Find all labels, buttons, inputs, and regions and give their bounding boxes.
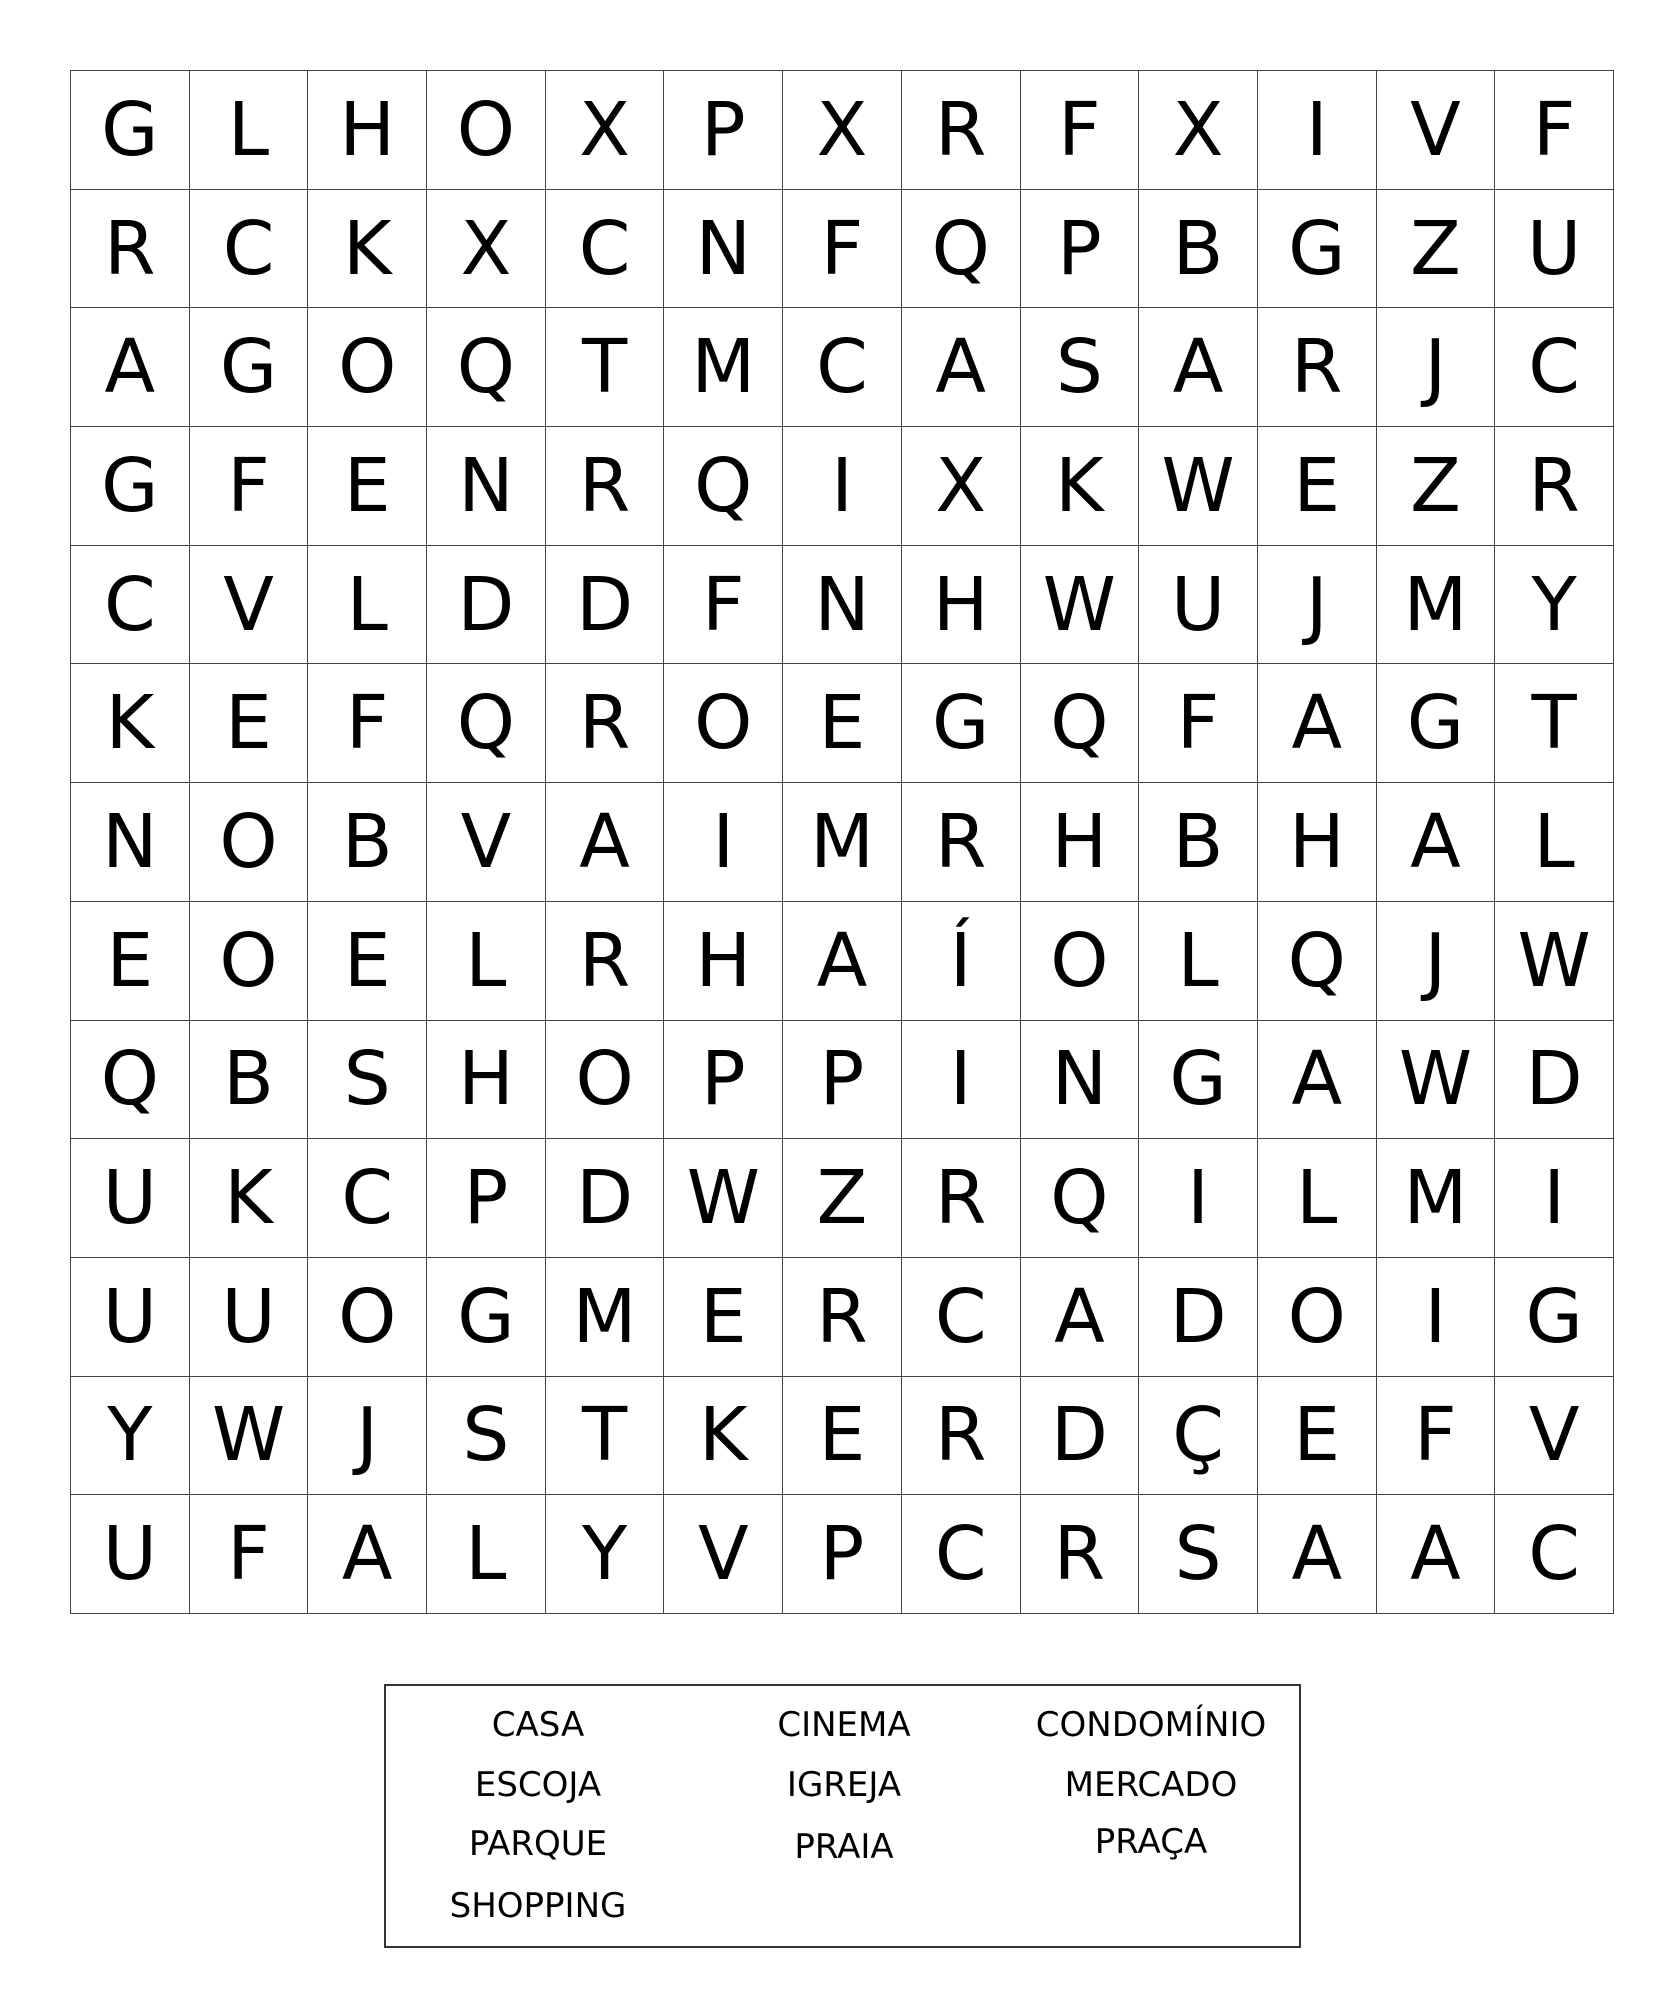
grid-cell-r8-c12: J	[1377, 902, 1496, 1021]
grid-cell-r13-c4: L	[427, 1495, 546, 1614]
grid-cell-r6-c11: A	[1258, 664, 1377, 783]
grid-cell-r2-c3: K	[308, 190, 427, 309]
grid-cell-r3-c10: A	[1139, 308, 1258, 427]
grid-cell-r11-c3: O	[308, 1258, 427, 1377]
grid-cell-r8-c10: L	[1139, 902, 1258, 1021]
grid-cell-r5-c8: H	[902, 546, 1021, 665]
grid-cell-r9-c5: O	[546, 1021, 665, 1140]
grid-cell-r6-c12: G	[1377, 664, 1496, 783]
word-list-item: MERCADO	[1064, 1765, 1238, 1805]
grid-cell-r2-c9: P	[1021, 190, 1140, 309]
grid-cell-r12-c6: K	[664, 1377, 783, 1496]
grid-cell-r10-c11: L	[1258, 1139, 1377, 1258]
grid-cell-r3-c9: S	[1021, 308, 1140, 427]
word-list-box	[384, 1684, 1301, 1948]
grid-cell-r5-c7: N	[783, 546, 902, 665]
grid-cell-r6-c3: F	[308, 664, 427, 783]
grid-cell-r6-c5: R	[546, 664, 665, 783]
word-list-item: CASA	[491, 1705, 585, 1745]
grid-cell-r1-c9: F	[1021, 71, 1140, 190]
grid-cell-r3-c2: G	[190, 308, 309, 427]
grid-cell-r12-c13: V	[1495, 1377, 1614, 1496]
grid-cell-r2-c1: R	[71, 190, 190, 309]
grid-cell-r8-c8: Í	[902, 902, 1021, 1021]
word-list-item: PARQUE	[468, 1824, 608, 1864]
grid-cell-r6-c10: F	[1139, 664, 1258, 783]
grid-cell-r4-c12: Z	[1377, 427, 1496, 546]
grid-cell-r1-c8: R	[902, 71, 1021, 190]
grid-cell-r13-c7: P	[783, 1495, 902, 1614]
grid-cell-r2-c6: N	[664, 190, 783, 309]
grid-cell-r6-c13: T	[1495, 664, 1614, 783]
grid-cell-r10-c12: M	[1377, 1139, 1496, 1258]
grid-cell-r12-c1: Y	[71, 1377, 190, 1496]
grid-cell-r11-c1: U	[71, 1258, 190, 1377]
grid-cell-r13-c9: R	[1021, 1495, 1140, 1614]
grid-cell-r1-c6: P	[664, 71, 783, 190]
grid-cell-r10-c5: D	[546, 1139, 665, 1258]
grid-cell-r3-c5: T	[546, 308, 665, 427]
grid-cell-r7-c11: H	[1258, 783, 1377, 902]
grid-cell-r2-c13: U	[1495, 190, 1614, 309]
grid-cell-r4-c3: E	[308, 427, 427, 546]
grid-cell-r13-c10: S	[1139, 1495, 1258, 1614]
grid-cell-r1-c1: G	[71, 71, 190, 190]
grid-cell-r10-c6: W	[664, 1139, 783, 1258]
grid-cell-r6-c9: Q	[1021, 664, 1140, 783]
grid-cell-r6-c6: O	[664, 664, 783, 783]
grid-cell-r8-c5: R	[546, 902, 665, 1021]
grid-cell-r1-c2: L	[190, 71, 309, 190]
grid-cell-r12-c3: J	[308, 1377, 427, 1496]
grid-cell-r1-c3: H	[308, 71, 427, 190]
grid-cell-r13-c8: C	[902, 1495, 1021, 1614]
grid-cell-r2-c2: C	[190, 190, 309, 309]
grid-cell-r3-c11: R	[1258, 308, 1377, 427]
grid-cell-r9-c9: N	[1021, 1021, 1140, 1140]
grid-cell-r1-c12: V	[1377, 71, 1496, 190]
grid-cell-r3-c6: M	[664, 308, 783, 427]
grid-cell-r8-c3: E	[308, 902, 427, 1021]
grid-cell-r10-c1: U	[71, 1139, 190, 1258]
grid-cell-r7-c3: B	[308, 783, 427, 902]
grid-cell-r9-c13: D	[1495, 1021, 1614, 1140]
grid-cell-r5-c6: F	[664, 546, 783, 665]
grid-cell-r13-c5: Y	[546, 1495, 665, 1614]
grid-cell-r8-c6: H	[664, 902, 783, 1021]
grid-cell-r11-c12: I	[1377, 1258, 1496, 1377]
grid-cell-r9-c10: G	[1139, 1021, 1258, 1140]
grid-cell-r4-c2: F	[190, 427, 309, 546]
grid-cell-r11-c11: O	[1258, 1258, 1377, 1377]
grid-cell-r13-c2: F	[190, 1495, 309, 1614]
grid-cell-r11-c7: R	[783, 1258, 902, 1377]
grid-cell-r12-c10: Ç	[1139, 1377, 1258, 1496]
grid-cell-r4-c9: K	[1021, 427, 1140, 546]
grid-cell-r10-c10: I	[1139, 1139, 1258, 1258]
grid-cell-r3-c7: C	[783, 308, 902, 427]
grid-cell-r3-c4: Q	[427, 308, 546, 427]
grid-cell-r13-c6: V	[664, 1495, 783, 1614]
grid-cell-r8-c4: L	[427, 902, 546, 1021]
grid-cell-r11-c10: D	[1139, 1258, 1258, 1377]
word-list-item: ESCOJA	[474, 1765, 602, 1805]
grid-cell-r6-c7: E	[783, 664, 902, 783]
grid-cell-r5-c3: L	[308, 546, 427, 665]
grid-cell-r11-c2: U	[190, 1258, 309, 1377]
grid-cell-r9-c8: I	[902, 1021, 1021, 1140]
grid-cell-r13-c3: A	[308, 1495, 427, 1614]
grid-cell-r12-c4: S	[427, 1377, 546, 1496]
word-list-item: CONDOMÍNIO	[1035, 1705, 1267, 1745]
grid-cell-r8-c13: W	[1495, 902, 1614, 1021]
grid-cell-r7-c12: A	[1377, 783, 1496, 902]
grid-cell-r6-c8: G	[902, 664, 1021, 783]
grid-cell-r8-c1: E	[71, 902, 190, 1021]
grid-cell-r7-c1: N	[71, 783, 190, 902]
word-list-item: PRAÇA	[1094, 1822, 1208, 1862]
grid-cell-r2-c11: G	[1258, 190, 1377, 309]
grid-cell-r7-c8: R	[902, 783, 1021, 902]
grid-cell-r12-c2: W	[190, 1377, 309, 1496]
grid-cell-r1-c5: X	[546, 71, 665, 190]
grid-cell-r4-c13: R	[1495, 427, 1614, 546]
grid-cell-r4-c10: W	[1139, 427, 1258, 546]
grid-cell-r9-c7: P	[783, 1021, 902, 1140]
grid-cell-r7-c2: O	[190, 783, 309, 902]
grid-cell-r13-c1: U	[71, 1495, 190, 1614]
grid-cell-r13-c11: A	[1258, 1495, 1377, 1614]
grid-cell-r10-c7: Z	[783, 1139, 902, 1258]
grid-cell-r6-c4: Q	[427, 664, 546, 783]
grid-cell-r9-c6: P	[664, 1021, 783, 1140]
grid-cell-r9-c3: S	[308, 1021, 427, 1140]
grid-cell-r8-c2: O	[190, 902, 309, 1021]
grid-cell-r7-c5: A	[546, 783, 665, 902]
grid-cell-r12-c7: E	[783, 1377, 902, 1496]
grid-cell-r4-c5: R	[546, 427, 665, 546]
grid-cell-r4-c11: E	[1258, 427, 1377, 546]
grid-cell-r7-c7: M	[783, 783, 902, 902]
word-list-item: SHOPPING	[449, 1886, 627, 1926]
grid-cell-r5-c13: Y	[1495, 546, 1614, 665]
grid-cell-r4-c7: I	[783, 427, 902, 546]
grid-cell-r5-c11: J	[1258, 546, 1377, 665]
grid-cell-r12-c8: R	[902, 1377, 1021, 1496]
grid-cell-r5-c5: D	[546, 546, 665, 665]
grid-cell-r3-c13: C	[1495, 308, 1614, 427]
grid-cell-r2-c5: C	[546, 190, 665, 309]
grid-cell-r10-c4: P	[427, 1139, 546, 1258]
word-list-item: IGREJA	[786, 1765, 902, 1805]
grid-cell-r10-c8: R	[902, 1139, 1021, 1258]
grid-cell-r5-c12: M	[1377, 546, 1496, 665]
grid-cell-r6-c2: E	[190, 664, 309, 783]
grid-cell-r7-c10: B	[1139, 783, 1258, 902]
grid-cell-r6-c1: K	[71, 664, 190, 783]
grid-cell-r5-c1: C	[71, 546, 190, 665]
grid-cell-r11-c4: G	[427, 1258, 546, 1377]
grid-cell-r1-c4: O	[427, 71, 546, 190]
grid-cell-r4-c1: G	[71, 427, 190, 546]
grid-cell-r1-c10: X	[1139, 71, 1258, 190]
grid-cell-r10-c9: Q	[1021, 1139, 1140, 1258]
grid-cell-r9-c11: A	[1258, 1021, 1377, 1140]
word-list-item: PRAIA	[794, 1827, 894, 1867]
grid-cell-r7-c6: I	[664, 783, 783, 902]
grid-cell-r2-c4: X	[427, 190, 546, 309]
grid-cell-r11-c13: G	[1495, 1258, 1614, 1377]
grid-cell-r12-c9: D	[1021, 1377, 1140, 1496]
grid-cell-r2-c10: B	[1139, 190, 1258, 309]
grid-cell-r5-c9: W	[1021, 546, 1140, 665]
grid-cell-r10-c13: I	[1495, 1139, 1614, 1258]
grid-cell-r7-c9: H	[1021, 783, 1140, 902]
grid-cell-r10-c2: K	[190, 1139, 309, 1258]
grid-cell-r9-c2: B	[190, 1021, 309, 1140]
grid-cell-r1-c13: F	[1495, 71, 1614, 190]
grid-cell-r12-c5: T	[546, 1377, 665, 1496]
grid-cell-r3-c12: J	[1377, 308, 1496, 427]
grid-cell-r5-c10: U	[1139, 546, 1258, 665]
grid-cell-r12-c11: E	[1258, 1377, 1377, 1496]
grid-cell-r1-c11: I	[1258, 71, 1377, 190]
word-list-item: CINEMA	[777, 1705, 911, 1745]
grid-cell-r4-c4: N	[427, 427, 546, 546]
grid-cell-r11-c5: M	[546, 1258, 665, 1377]
grid-cell-r5-c2: V	[190, 546, 309, 665]
grid-cell-r2-c7: F	[783, 190, 902, 309]
grid-cell-r2-c8: Q	[902, 190, 1021, 309]
grid-cell-r3-c1: A	[71, 308, 190, 427]
grid-cell-r5-c4: D	[427, 546, 546, 665]
word-search-grid	[70, 70, 1614, 1614]
grid-cell-r7-c4: V	[427, 783, 546, 902]
grid-cell-r8-c7: A	[783, 902, 902, 1021]
grid-cell-r2-c12: Z	[1377, 190, 1496, 309]
grid-cell-r11-c9: A	[1021, 1258, 1140, 1377]
grid-cell-r4-c8: X	[902, 427, 1021, 546]
grid-cell-r3-c8: A	[902, 308, 1021, 427]
grid-cell-r4-c6: Q	[664, 427, 783, 546]
grid-cell-r9-c12: W	[1377, 1021, 1496, 1140]
grid-cell-r9-c4: H	[427, 1021, 546, 1140]
grid-cell-r1-c7: X	[783, 71, 902, 190]
grid-cell-r8-c9: O	[1021, 902, 1140, 1021]
grid-cell-r8-c11: Q	[1258, 902, 1377, 1021]
grid-cell-r11-c6: E	[664, 1258, 783, 1377]
grid-cell-r12-c12: F	[1377, 1377, 1496, 1496]
grid-cell-r7-c13: L	[1495, 783, 1614, 902]
grid-cell-r13-c12: A	[1377, 1495, 1496, 1614]
grid-cell-r11-c8: C	[902, 1258, 1021, 1377]
grid-cell-r13-c13: C	[1495, 1495, 1614, 1614]
grid-cell-r10-c3: C	[308, 1139, 427, 1258]
grid-cell-r9-c1: Q	[71, 1021, 190, 1140]
grid-cell-r3-c3: O	[308, 308, 427, 427]
